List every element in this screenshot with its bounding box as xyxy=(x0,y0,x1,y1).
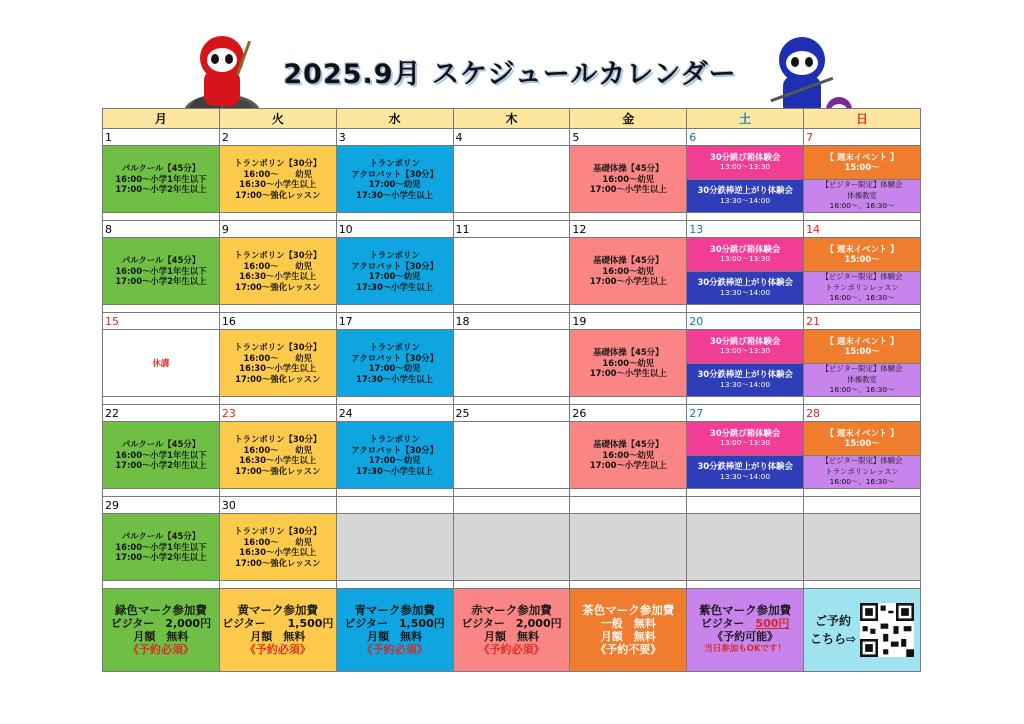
date-cell: 5 xyxy=(570,129,687,146)
event-line: 17:00～強化レッスン xyxy=(235,281,321,292)
fee-monthly: 月額 無料 xyxy=(250,630,306,643)
event-title: 30分鉄棒逆上がり体験会 xyxy=(697,185,793,196)
page-title: 2025.9月 スケジュールカレンダー xyxy=(283,59,737,90)
event-title: 30分跳び箱体験会 xyxy=(710,427,781,438)
event-line: 17:00～小学生以上 xyxy=(589,184,667,195)
fee-green xyxy=(103,589,220,672)
event-empty xyxy=(453,238,570,305)
event-line: 17:00～小学2年生以上 xyxy=(115,552,207,563)
weekday-sat: 土 xyxy=(687,109,804,129)
fee-title: 青マーク参加費 xyxy=(354,603,435,617)
event-line: 17:00～小学生以上 xyxy=(589,368,667,379)
event-title: 基礎体操【45分】 xyxy=(593,163,664,174)
event-title: 【 週末イベント 】 xyxy=(825,335,899,346)
event-tetsubo xyxy=(687,272,803,305)
event-line: 16:00～ 幼児 xyxy=(243,444,313,455)
weekday-wed: 水 xyxy=(336,109,453,129)
event-sunday xyxy=(804,146,921,213)
date-cell: 11 xyxy=(453,221,570,238)
date-cell: 2 xyxy=(219,129,336,146)
event-title: トランポリン【30分】 xyxy=(234,250,322,260)
event-empty xyxy=(336,514,453,581)
event-title: 【ビジター限定】体験会 xyxy=(821,180,903,189)
event-parkour xyxy=(103,146,220,213)
event-line: 17:00～幼児 xyxy=(368,179,421,189)
event-line: アクロバット【30分】 xyxy=(351,444,438,455)
reservation-label: ご予約 xyxy=(815,614,852,628)
event-title: 30分鉄棒逆上がり体験会 xyxy=(697,277,793,288)
date-cell: 8 xyxy=(103,221,220,238)
event-line: 16:00～小学1年生以下 xyxy=(115,173,207,184)
event-title: トランポリン【30分】 xyxy=(234,434,322,444)
fee-brown xyxy=(570,589,687,672)
fee-general: 一般 無料 xyxy=(600,617,656,630)
event-kiso xyxy=(570,422,687,489)
event-weekend xyxy=(804,422,920,456)
event-sunday xyxy=(804,238,921,305)
event-line: 17:30～小学生以上 xyxy=(356,281,434,292)
date-cell-holiday: 23 xyxy=(219,405,336,422)
event-line: 16:30～小学生以上 xyxy=(239,455,317,465)
event-tetsubo xyxy=(687,180,803,213)
event-trampoline xyxy=(219,330,336,397)
event-title: 基礎体操【45分】 xyxy=(593,347,664,358)
event-time: 16:00～、16:30～ xyxy=(829,477,895,486)
event-title: 30分跳び箱体験会 xyxy=(710,243,781,254)
event-kyuko xyxy=(103,330,220,397)
date-cell: 19 xyxy=(570,313,687,330)
event-empty xyxy=(570,514,687,581)
event-title: 30分鉄棒逆上がり体験会 xyxy=(697,369,793,380)
date-cell-sunday: 7 xyxy=(804,129,921,146)
event-empty xyxy=(453,514,570,581)
date-cell-sunday: 14 xyxy=(804,221,921,238)
fee-visitor xyxy=(687,617,803,630)
event-line: 17:30～小学生以上 xyxy=(356,465,434,476)
event-time: 13:00～13:30 xyxy=(720,346,771,356)
date-cell: 22 xyxy=(103,405,220,422)
event-line: 17:00～強化レッスン xyxy=(235,373,321,384)
fee-title: 紫色マーク参加費 xyxy=(699,603,792,617)
event-time: 13:00～13:30 xyxy=(720,162,771,172)
event-title: トランポリン【30分】 xyxy=(234,526,322,536)
event-line: 17:00～幼児 xyxy=(368,271,421,281)
event-time: 13:30～14:00 xyxy=(720,287,771,297)
event-weekend xyxy=(804,146,920,180)
event-line: アクロバット【30分】 xyxy=(351,352,438,363)
event-title: 【ビジター限定】体験会 xyxy=(821,364,903,373)
date-cell-empty xyxy=(570,497,687,514)
event-line: 16:00～幼児 xyxy=(602,449,655,460)
event-line: トランポリンレッスン xyxy=(825,466,899,476)
date-cell-holiday: 15 xyxy=(103,313,220,330)
event-tobibako xyxy=(687,146,803,180)
event-closed-label: 休講 xyxy=(152,357,170,368)
fee-title: 赤マーク参加費 xyxy=(471,603,552,617)
event-line: 体操教室 xyxy=(847,374,877,384)
event-acrobat xyxy=(336,238,453,305)
event-acrobat xyxy=(336,330,453,397)
event-time: 15:00～ xyxy=(844,162,880,173)
event-saturday xyxy=(687,238,804,305)
event-line: 16:00～ 幼児 xyxy=(243,536,313,547)
date-cell: 16 xyxy=(219,313,336,330)
event-title: トランポリン xyxy=(369,342,420,352)
event-line: 16:00～幼児 xyxy=(602,173,655,184)
weekday-fri: 金 xyxy=(570,109,687,129)
event-trampoline xyxy=(219,422,336,489)
date-cell: 24 xyxy=(336,405,453,422)
date-cell-saturday: 27 xyxy=(687,405,804,422)
event-title: パルクール【45分】 xyxy=(121,163,201,174)
date-cell: 4 xyxy=(453,129,570,146)
event-time: 13:00～13:30 xyxy=(720,254,771,264)
date-cell: 18 xyxy=(453,313,570,330)
event-line: 16:00～小学1年生以下 xyxy=(115,265,207,276)
event-acrobat xyxy=(336,422,453,489)
event-line: 17:00～幼児 xyxy=(368,363,421,373)
event-line: 16:00～ 幼児 xyxy=(243,168,313,179)
event-time: 15:00～ xyxy=(844,438,880,449)
event-line: 17:00～幼児 xyxy=(368,455,421,465)
event-line: 体操教室 xyxy=(847,190,877,200)
fee-reservation: 《予約必須》 xyxy=(244,643,311,656)
weekday-thu: 木 xyxy=(453,109,570,129)
fee-reservation: 《予約不要》 xyxy=(595,643,662,656)
event-line: 16:30～小学生以上 xyxy=(239,179,317,189)
date-cell-sunday: 28 xyxy=(804,405,921,422)
event-sunday xyxy=(804,330,921,397)
event-acrobat xyxy=(336,146,453,213)
date-cell-saturday: 20 xyxy=(687,313,804,330)
fee-visitor: ビジター 2,000円 xyxy=(110,617,212,630)
date-cell: 12 xyxy=(570,221,687,238)
fee-reservation: 《予約必須》 xyxy=(478,643,545,656)
reservation-box[interactable] xyxy=(804,589,921,672)
fee-title: 緑色マーク参加費 xyxy=(114,603,207,617)
fee-blue xyxy=(336,589,453,672)
event-parkour xyxy=(103,422,220,489)
event-parkour xyxy=(103,514,220,581)
fee-title: 黄マーク参加費 xyxy=(237,603,319,617)
date-cell: 3 xyxy=(336,129,453,146)
event-sunday xyxy=(804,422,921,489)
fee-monthly: 月額 無料 xyxy=(133,630,189,643)
event-title: 30分鉄棒逆上がり体験会 xyxy=(697,461,793,472)
event-line: 17:30～小学生以上 xyxy=(356,189,434,200)
event-saturday xyxy=(687,422,804,489)
event-title: トランポリン xyxy=(369,158,420,168)
fee-reservation: 《予約可能》 xyxy=(712,630,779,643)
event-title: トランポリン xyxy=(369,434,420,444)
event-weekend xyxy=(804,238,920,272)
event-line: 17:00～強化レッスン xyxy=(235,465,321,476)
date-cell: 26 xyxy=(570,405,687,422)
event-line: アクロバット【30分】 xyxy=(351,260,438,271)
event-time: 13:00～13:30 xyxy=(720,438,771,448)
event-trampoline xyxy=(219,238,336,305)
event-tobibako xyxy=(687,422,803,456)
event-line: 17:00～小学生以上 xyxy=(589,460,667,471)
event-title: パルクール【45分】 xyxy=(121,531,201,542)
event-tetsubo xyxy=(687,456,803,489)
fee-reservation: 《予約必須》 xyxy=(127,643,194,656)
event-saturday xyxy=(687,146,804,213)
event-visitor xyxy=(804,180,920,213)
fee-monthly: 月額 無料 xyxy=(483,630,539,643)
event-time: 16:00～、16:30～ xyxy=(829,201,895,210)
event-visitor xyxy=(804,456,920,489)
event-tobibako xyxy=(687,238,803,272)
weekday-mon: 月 xyxy=(103,109,220,129)
event-time: 13:30～14:00 xyxy=(720,471,771,481)
event-time: 13:30～14:00 xyxy=(720,195,771,205)
date-cell: 17 xyxy=(336,313,453,330)
event-line: 16:30～小学生以上 xyxy=(239,547,317,557)
date-cell: 30 xyxy=(219,497,336,514)
event-line: 16:30～小学生以上 xyxy=(239,271,317,281)
event-line: 17:00～強化レッスン xyxy=(235,189,321,200)
weekday-tue: 火 xyxy=(219,109,336,129)
event-trampoline xyxy=(219,146,336,213)
event-time: 13:30～14:00 xyxy=(720,379,771,389)
fee-monthly: 月額 無料 xyxy=(367,630,423,643)
fee-monthly: 月額 無料 xyxy=(600,630,656,643)
event-line: 17:00～強化レッスン xyxy=(235,557,321,568)
event-title: トランポリン【30分】 xyxy=(234,158,322,168)
event-title: パルクール【45分】 xyxy=(121,439,201,450)
event-title: トランポリン xyxy=(369,250,420,260)
event-saturday xyxy=(687,330,804,397)
event-parkour xyxy=(103,238,220,305)
qr-code-icon[interactable] xyxy=(860,603,914,657)
event-line: 16:30～小学生以上 xyxy=(239,363,317,373)
event-trampoline xyxy=(219,514,336,581)
date-cell: 10 xyxy=(336,221,453,238)
event-line: 16:00～幼児 xyxy=(602,265,655,276)
event-title: 30分跳び箱体験会 xyxy=(710,335,781,346)
event-title: 基礎体操【45分】 xyxy=(593,255,664,266)
fee-reservation: 《予約必須》 xyxy=(361,643,428,656)
event-title: 【ビジター限定】体験会 xyxy=(821,456,903,465)
event-line: 17:00～小学2年生以上 xyxy=(115,184,207,195)
date-cell: 25 xyxy=(453,405,570,422)
fee-note: 当日参加もOKです！ xyxy=(704,644,787,654)
event-kiso xyxy=(570,238,687,305)
fee-visitor: ビジター 1,500円 xyxy=(344,617,445,630)
date-cell-sunday: 21 xyxy=(804,313,921,330)
reservation-arrow-label: こちら⇨ xyxy=(810,632,857,646)
event-kiso xyxy=(570,146,687,213)
event-line: 17:30～小学生以上 xyxy=(356,373,434,384)
event-title: 【 週末イベント 】 xyxy=(825,151,899,162)
event-time: 16:00～、16:30～ xyxy=(829,293,895,302)
event-title: 基礎体操【45分】 xyxy=(593,439,664,450)
date-cell: 1 xyxy=(103,129,220,146)
date-cell-empty xyxy=(804,497,921,514)
date-cell-empty xyxy=(687,497,804,514)
date-cell-saturday: 13 xyxy=(687,221,804,238)
event-title: トランポリン【30分】 xyxy=(234,342,322,352)
event-line: 16:00～ 幼児 xyxy=(243,352,313,363)
event-empty xyxy=(453,330,570,397)
event-title: 30分跳び箱体験会 xyxy=(710,151,781,162)
event-empty xyxy=(687,514,804,581)
fee-red xyxy=(453,589,570,672)
event-title: パルクール【45分】 xyxy=(121,255,201,266)
date-cell: 9 xyxy=(219,221,336,238)
event-empty xyxy=(453,422,570,489)
event-empty xyxy=(453,146,570,213)
date-cell: 29 xyxy=(103,497,220,514)
event-title: 【ビジター限定】体験会 xyxy=(821,272,903,281)
event-tobibako xyxy=(687,330,803,364)
fee-yellow xyxy=(219,589,336,672)
weekday-sun: 日 xyxy=(804,109,921,129)
event-line: 17:00～小学2年生以上 xyxy=(115,276,207,287)
event-line: トランポリンレッスン xyxy=(825,282,899,292)
event-time: 15:00～ xyxy=(844,346,880,357)
event-time: 15:00～ xyxy=(844,254,880,265)
fee-visitor: ビジター 2,000円 xyxy=(461,617,562,630)
event-empty xyxy=(804,514,921,581)
date-cell-empty xyxy=(453,497,570,514)
event-line: 16:00～幼児 xyxy=(602,357,655,368)
fee-visitor: ビジター 1,500円 xyxy=(222,617,334,630)
event-line: 16:00～ 幼児 xyxy=(243,260,313,271)
fee-title: 茶色マーク参加費 xyxy=(582,603,675,617)
fee-visitor-label: ビジター xyxy=(700,617,756,630)
event-tetsubo xyxy=(687,364,803,397)
event-line: アクロバット【30分】 xyxy=(351,168,438,179)
event-kiso xyxy=(570,330,687,397)
event-weekend xyxy=(804,330,920,364)
fee-purple xyxy=(687,589,804,672)
fee-visitor-price: 500円 xyxy=(755,617,790,630)
event-visitor xyxy=(804,272,920,305)
event-line: 16:00～小学1年生以下 xyxy=(115,541,207,552)
event-visitor xyxy=(804,364,920,397)
calendar-grid xyxy=(102,108,921,672)
date-cell-saturday: 6 xyxy=(687,129,804,146)
event-time: 16:00～、16:30～ xyxy=(829,385,895,394)
event-line: 17:00～小学2年生以上 xyxy=(115,460,207,471)
event-title: 【 週末イベント 】 xyxy=(825,243,899,254)
event-line: 16:00～小学1年生以下 xyxy=(115,449,207,460)
event-line: 17:00～小学生以上 xyxy=(589,276,667,287)
date-cell-empty xyxy=(336,497,453,514)
event-title: 【 週末イベント 】 xyxy=(825,427,899,438)
